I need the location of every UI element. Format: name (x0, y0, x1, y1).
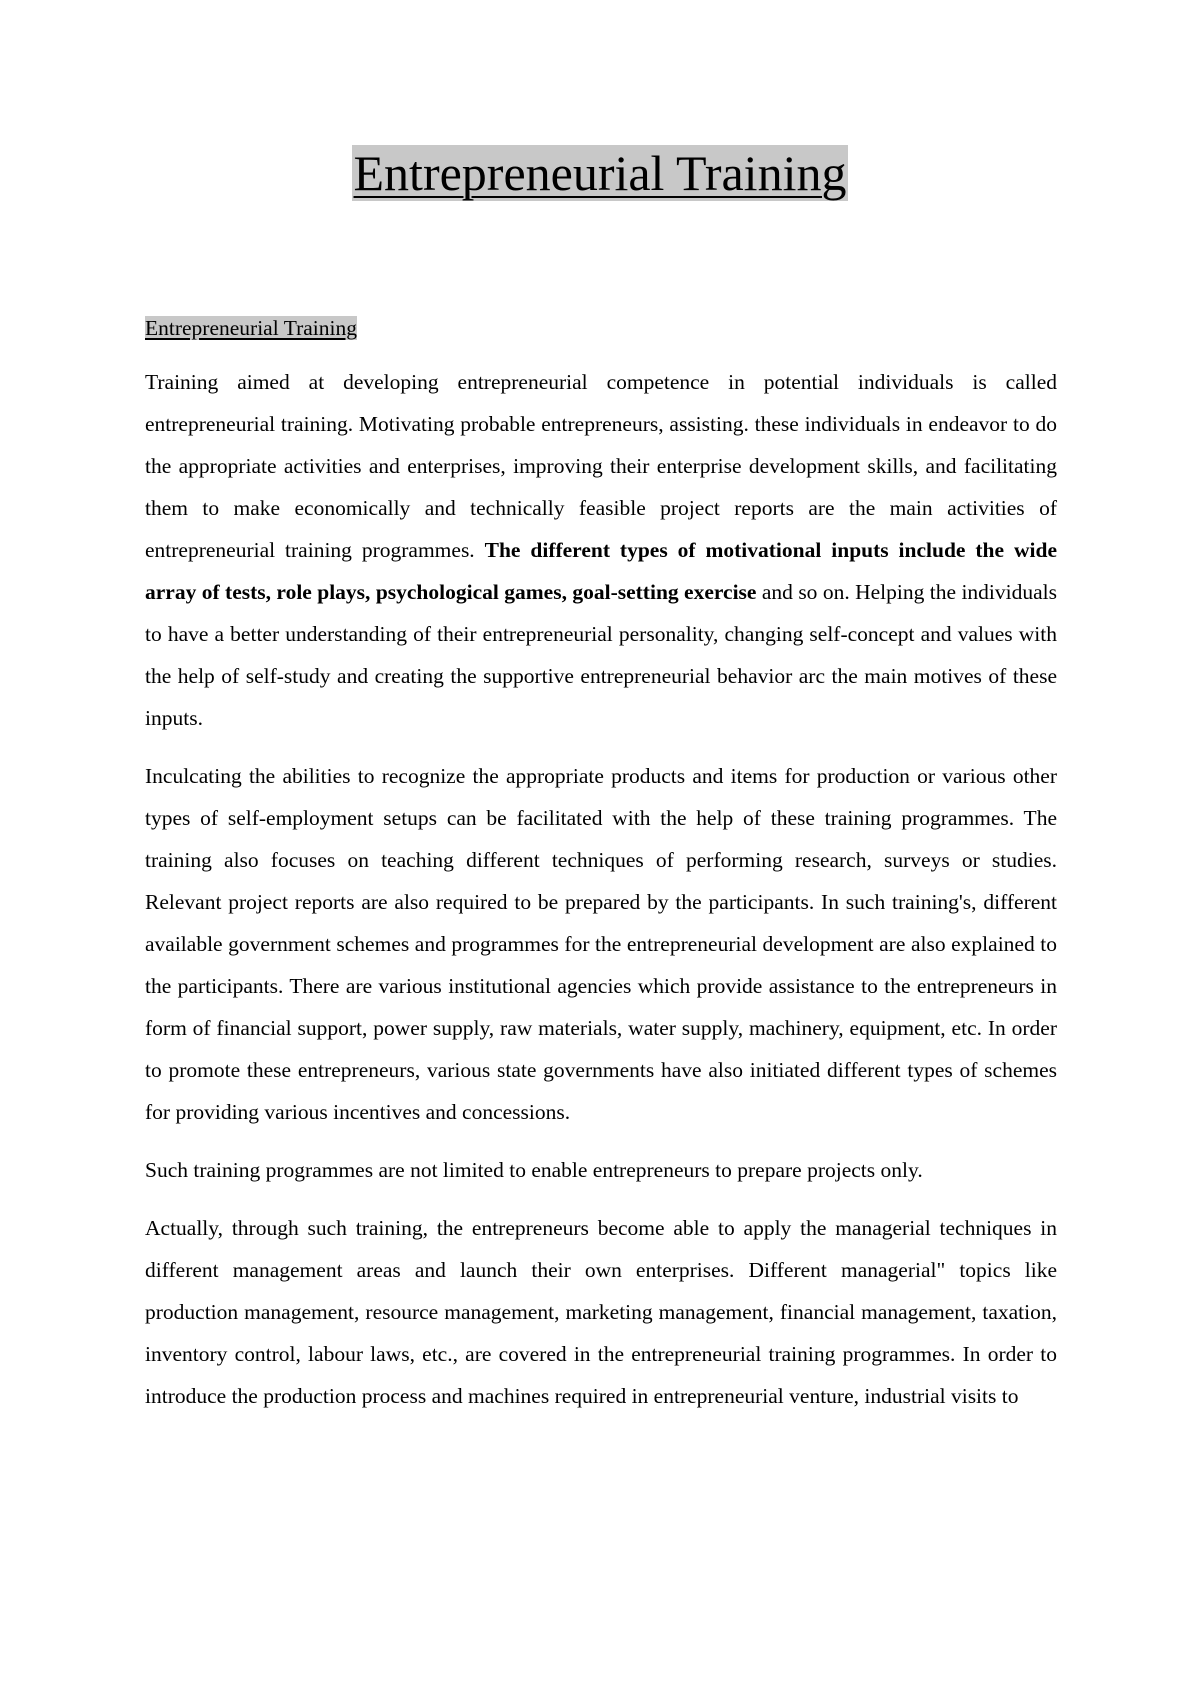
paragraph-4: Actually, through such training, the entrepreneurs become able to apply the managerial techniques in different management areas and launch their own enterprises. Different managerial" topics like production management, resource management, marketing management, financial management, taxation, inventory control, labour laws, etc., are covered in the entrepreneurial training programmes. In order to introduce the production process and machines required in entrepreneurial venture, industrial visits to (145, 1216, 1057, 1408)
paragraph-1-bold-text: The different types of motivational inputs include the wide array of tests, role plays, psychological games, goal-setting exercise (145, 538, 1057, 604)
paragraph-3: Such training programmes are not limited to enable entrepreneurs to prepare projects only. (145, 1158, 923, 1182)
document-title (0, 140, 1200, 206)
paragraph-1-text: Training aimed at developing entrepreneurial competence in potential individuals is called entrepreneurial training. Motivating probable entrepreneurs, assisting. these individuals in endeavor to do the appropriate activities and enterprises, improving their enterprise development skills, and facilitating them to make economically and technically feasible project reports are the main activities of entrepreneurial training programmes. (145, 370, 1057, 562)
document-title-text: Entrepreneurial Training (353, 145, 847, 201)
section-heading (145, 307, 1057, 349)
document-body (145, 307, 1057, 1433)
section-heading-text: Entrepreneurial Training (145, 316, 357, 340)
paragraph-1-text-end: and so on. Helping the individuals to have a better understanding of their entrepreneurial personality, changing self-concept and values with the help of self-study and creating the supportive entrepreneurial behavior arc the main motives of these inputs. (145, 580, 1057, 730)
paragraph-1 (145, 361, 1057, 739)
paragraph-2: Inculcating the abilities to recognize the appropriate products and items for production or various other types of self-employment setups can be facilitated with the help of these training programmes. The training also focuses on teaching different techniques of performing research, surveys or studies. Relevant project reports are also required to be prepared by the participants. In such training's, different available government schemes and programmes for the entrepreneurial development are also explained to the participants. There are various institutional agencies which provide assistance to the entrepreneurs in form of financial support, power supply, raw materials, water supply, machinery, equipment, etc. In order to promote these entrepreneurs, various state governments have also initiated different types of schemes for providing various incentives and concessions. (145, 764, 1057, 1124)
